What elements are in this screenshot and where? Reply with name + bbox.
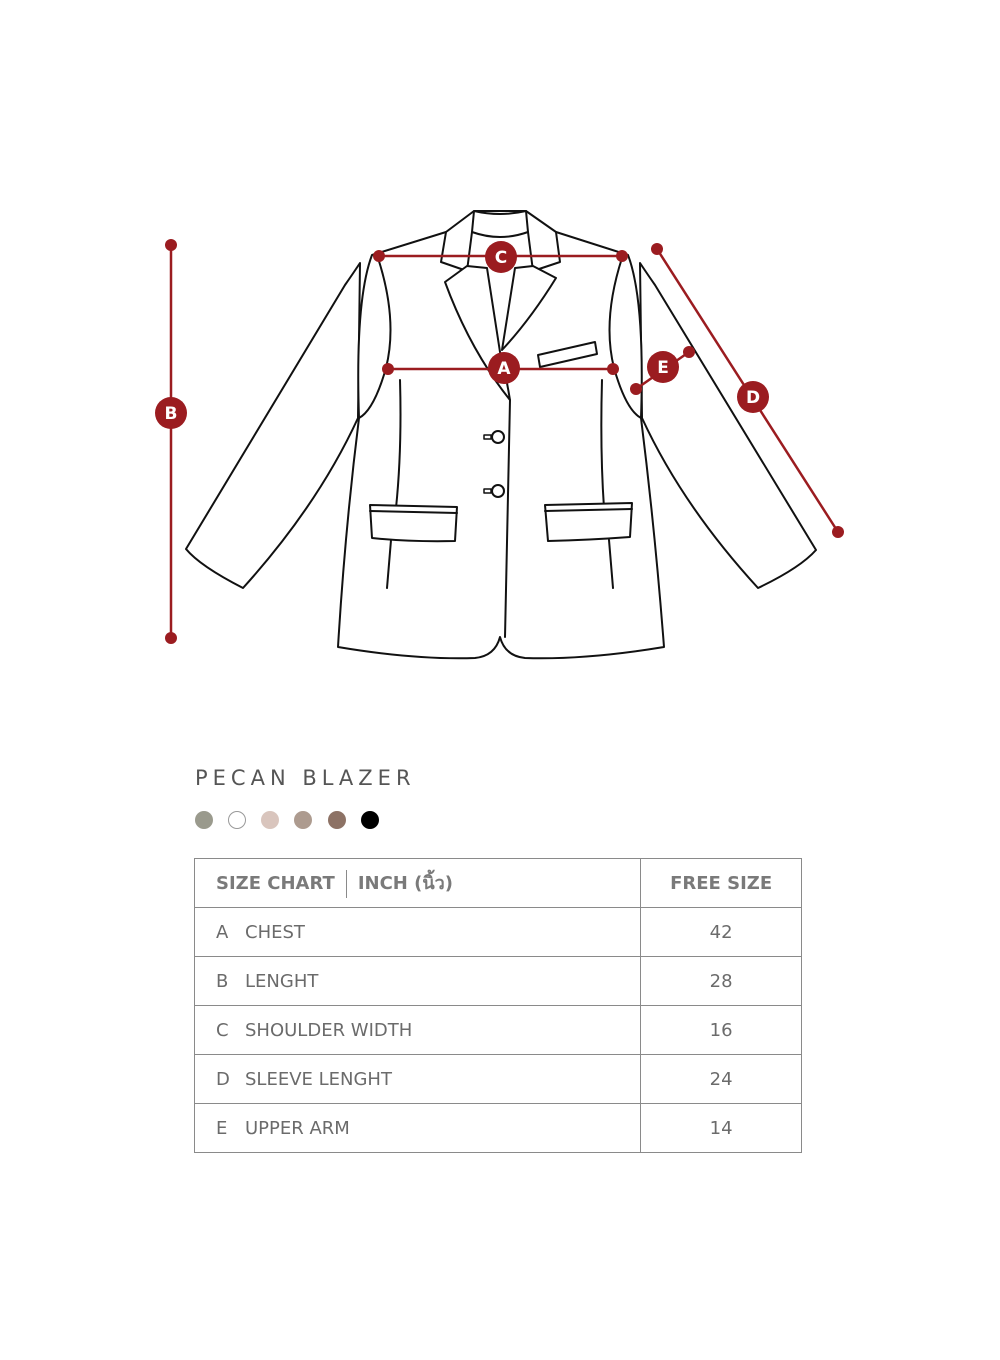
button-upper [492,431,504,443]
table-header-row [195,859,802,908]
color-swatch[interactable] [261,811,279,829]
row-label: SLEEVE LENGHT [245,1068,392,1090]
measure-endpoint [382,363,394,375]
row-value: 24 [641,1055,802,1104]
table-row [195,1055,802,1104]
buttonhole-lower [484,489,491,493]
color-swatch[interactable] [228,811,246,829]
row-value: 42 [641,908,802,957]
table-row [195,1104,802,1153]
measure-endpoint [373,250,385,262]
button-lower [492,485,504,497]
badge-a [488,352,520,384]
color-swatch[interactable] [328,811,346,829]
row-label-cell [195,908,641,957]
badge-a-label: A [497,359,511,379]
row-label-cell [195,1104,641,1153]
row-label-cell [195,1006,641,1055]
table-row [195,908,802,957]
table-row [195,1006,802,1055]
blazer-outline [186,211,816,658]
measure-endpoint [607,363,619,375]
row-label: SHOULDER WIDTH [245,1019,413,1041]
size-chart-table [194,858,802,1153]
header-size-chart [195,859,641,908]
badge-e [647,351,679,383]
badge-d [737,381,769,413]
collar [472,211,528,237]
row-label: CHEST [245,921,305,943]
row-label-cell [195,957,641,1006]
badge-b-label: B [164,404,178,424]
row-label-cell [195,1055,641,1104]
product-title: PECAN BLAZER [195,766,416,790]
measure-endpoint [165,239,177,251]
measure-endpoint [832,526,844,538]
buttonhole-upper [484,435,491,439]
row-letter: E [216,1117,228,1139]
right-sleeve [640,263,816,588]
measure-endpoint [616,250,628,262]
row-value: 16 [641,1006,802,1055]
header-size-chart-label: SIZE CHART [216,873,335,894]
badge-c [485,241,517,273]
left-sleeve [186,263,360,588]
color-swatch[interactable] [195,811,213,829]
table-row [195,957,802,1006]
header-unit-label: INCH (นิ้ว) [357,873,453,894]
row-letter: D [216,1068,230,1090]
color-swatch[interactable] [294,811,312,829]
badge-d-label: D [745,388,761,408]
header-free-size: FREE SIZE [641,859,802,908]
badge-e-label: E [657,358,669,378]
measure-endpoint [165,632,177,644]
row-value: 14 [641,1104,802,1153]
row-letter: B [216,970,229,992]
measure-endpoint [630,383,642,395]
row-letter: A [216,921,229,943]
measure-endpoint [683,346,695,358]
row-letter: C [216,1019,229,1041]
header-divider [346,870,347,898]
badge-c-label: C [494,248,508,268]
measure-endpoint [651,243,663,255]
row-value: 28 [641,957,802,1006]
row-label: UPPER ARM [245,1117,350,1139]
color-swatch[interactable] [361,811,379,829]
badge-b [155,397,187,429]
row-label: LENGHT [245,970,319,992]
